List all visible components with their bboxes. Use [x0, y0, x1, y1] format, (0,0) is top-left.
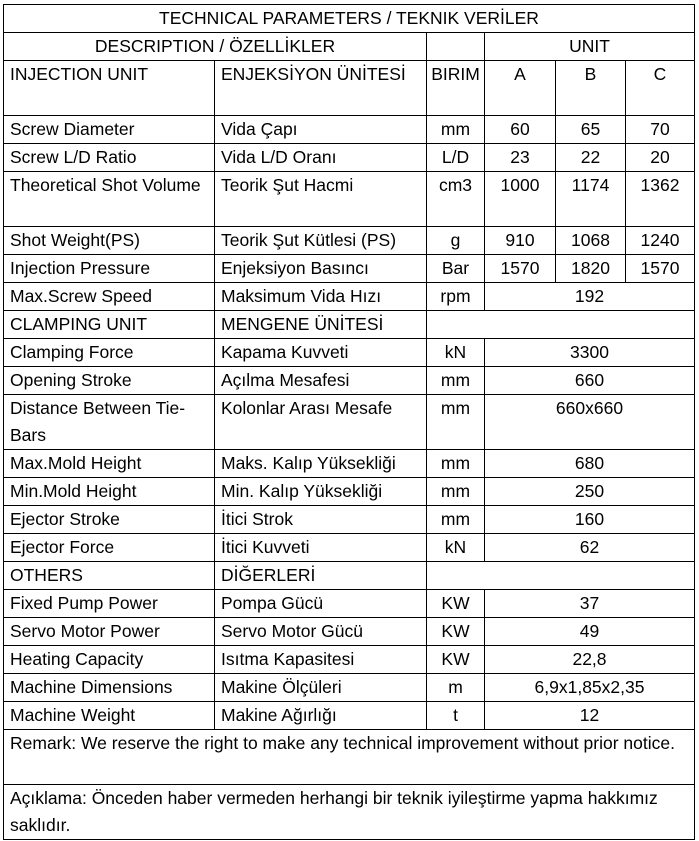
- value-all: 660x660: [485, 395, 695, 450]
- param-name-tr: Vida Çapı: [215, 116, 427, 144]
- value-all: 6,9x1,85x2,35: [485, 674, 695, 702]
- param-unit: rpm: [427, 283, 485, 311]
- param-unit: KW: [427, 590, 485, 618]
- param-name-en: Servo Motor Power: [4, 618, 215, 646]
- header-row: [4, 33, 695, 61]
- param-unit: Bar: [427, 255, 485, 283]
- value-all: 62: [485, 534, 695, 562]
- value-a: 23: [485, 144, 556, 172]
- param-name-en: Max.Mold Height: [4, 450, 215, 478]
- remark-row: [4, 730, 695, 785]
- value-b: 22: [556, 144, 626, 172]
- value-c: 1362: [626, 172, 695, 227]
- technical-parameters-table: [3, 4, 695, 840]
- value-b: 1820: [556, 255, 626, 283]
- variant-a-header: A: [485, 61, 556, 116]
- value-all: 3300: [485, 339, 695, 367]
- param-name-tr: Teorik Şut Hacmi: [215, 172, 427, 227]
- section-row-clamping: [4, 311, 695, 339]
- description-header: DESCRIPTION / ÖZELLİKLER: [4, 33, 427, 61]
- table-row: [4, 674, 695, 702]
- table-row: [4, 646, 695, 674]
- unit-header: UNIT: [485, 33, 695, 61]
- section-row-others: [4, 562, 695, 590]
- section-spacer: [427, 562, 695, 590]
- param-unit: L/D: [427, 144, 485, 172]
- variant-b-header: B: [556, 61, 626, 116]
- value-all: 192: [485, 283, 695, 311]
- param-unit: KW: [427, 646, 485, 674]
- param-unit: kN: [427, 339, 485, 367]
- param-name-tr: Enjeksiyon Basıncı: [215, 255, 427, 283]
- param-name-tr: Makine Ölçüleri: [215, 674, 427, 702]
- param-name-en: Distance Between Tie-Bars: [4, 395, 215, 450]
- table-row: [4, 172, 695, 227]
- header-spacer: [427, 33, 485, 61]
- table-row: [4, 144, 695, 172]
- param-name-en: Ejector Stroke: [4, 506, 215, 534]
- table-row: [4, 116, 695, 144]
- param-name-en: Theoretical Shot Volume: [4, 172, 215, 227]
- param-name-en: Min.Mold Height: [4, 478, 215, 506]
- param-unit: mm: [427, 116, 485, 144]
- table-row: [4, 339, 695, 367]
- param-unit: t: [427, 702, 485, 730]
- value-b: 1174: [556, 172, 626, 227]
- param-name-tr: Makine Ağırlığı: [215, 702, 427, 730]
- param-name-tr: İtici Strok: [215, 506, 427, 534]
- param-unit: KW: [427, 618, 485, 646]
- value-all: 660: [485, 367, 695, 395]
- param-name-en: Heating Capacity: [4, 646, 215, 674]
- param-name-tr: Isıtma Kapasitesi: [215, 646, 427, 674]
- section-spacer: [427, 311, 695, 339]
- value-all: 22,8: [485, 646, 695, 674]
- section-title-tr: ENJEKSİYON ÜNİTESİ: [215, 61, 427, 116]
- unit-column-header: BIRIM: [427, 61, 485, 116]
- param-name-tr: Kapama Kuvveti: [215, 339, 427, 367]
- table-row: [4, 702, 695, 730]
- param-unit: g: [427, 227, 485, 255]
- param-unit: mm: [427, 506, 485, 534]
- remark-turkish: Açıklama: Önceden haber vermeden herhangi bir teknik iyileştirme yapma hakkımız saklıdır.: [4, 785, 695, 840]
- param-name-tr: Maksimum Vida Hızı: [215, 283, 427, 311]
- param-name-en: Screw Diameter: [4, 116, 215, 144]
- param-name-tr: Pompa Gücü: [215, 590, 427, 618]
- param-name-tr: Maks. Kalıp Yüksekliği: [215, 450, 427, 478]
- param-name-tr: Vida L/D Oranı: [215, 144, 427, 172]
- table-row: [4, 450, 695, 478]
- param-unit: kN: [427, 534, 485, 562]
- param-name-en: Machine Dimensions: [4, 674, 215, 702]
- param-name-tr: İtici Kuvveti: [215, 534, 427, 562]
- param-unit: mm: [427, 450, 485, 478]
- param-name-en: Shot Weight(PS): [4, 227, 215, 255]
- table-row: [4, 367, 695, 395]
- param-name-tr: Servo Motor Gücü: [215, 618, 427, 646]
- param-unit: mm: [427, 367, 485, 395]
- table-row: [4, 255, 695, 283]
- value-c: 20: [626, 144, 695, 172]
- value-a: 910: [485, 227, 556, 255]
- table-row: [4, 506, 695, 534]
- param-name-en: Opening Stroke: [4, 367, 215, 395]
- table-row: [4, 395, 695, 450]
- value-all: 12: [485, 702, 695, 730]
- value-a: 1570: [485, 255, 556, 283]
- param-name-en: Injection Pressure: [4, 255, 215, 283]
- param-unit: m: [427, 674, 485, 702]
- param-name-tr: Teorik Şut Kütlesi (PS): [215, 227, 427, 255]
- param-name-tr: Kolonlar Arası Mesafe: [215, 395, 427, 450]
- section-title-tr: MENGENE ÜNİTESİ: [215, 311, 427, 339]
- section-title-en: OTHERS: [4, 562, 215, 590]
- table-row: [4, 618, 695, 646]
- variant-c-header: C: [626, 61, 695, 116]
- section-row-injection: [4, 61, 695, 116]
- param-name-en: Max.Screw Speed: [4, 283, 215, 311]
- param-unit: mm: [427, 478, 485, 506]
- table-row: [4, 283, 695, 311]
- table-row: [4, 590, 695, 618]
- value-all: 37: [485, 590, 695, 618]
- param-name-en: Machine Weight: [4, 702, 215, 730]
- value-b: 1068: [556, 227, 626, 255]
- param-name-tr: Açılma Mesafesi: [215, 367, 427, 395]
- param-name-en: Fixed Pump Power: [4, 590, 215, 618]
- param-name-en: Clamping Force: [4, 339, 215, 367]
- section-title-tr: DİĞERLERİ: [215, 562, 427, 590]
- section-title-en: CLAMPING UNIT: [4, 311, 215, 339]
- value-c: 70: [626, 116, 695, 144]
- value-all: 160: [485, 506, 695, 534]
- value-all: 49: [485, 618, 695, 646]
- param-name-tr: Min. Kalıp Yüksekliği: [215, 478, 427, 506]
- value-c: 1570: [626, 255, 695, 283]
- param-name-en: Screw L/D Ratio: [4, 144, 215, 172]
- title-row: [4, 5, 695, 33]
- value-a: 1000: [485, 172, 556, 227]
- value-b: 65: [556, 116, 626, 144]
- value-c: 1240: [626, 227, 695, 255]
- table-row: [4, 227, 695, 255]
- table-title: TECHNICAL PARAMETERS / TEKNIK VERİLER: [4, 5, 695, 33]
- value-a: 60: [485, 116, 556, 144]
- param-unit: cm3: [427, 172, 485, 227]
- remark-english: Remark: We reserve the right to make any technical improvement without prior notice.: [4, 730, 695, 785]
- value-all: 250: [485, 478, 695, 506]
- table-row: [4, 534, 695, 562]
- section-title-en: INJECTION UNIT: [4, 61, 215, 116]
- param-unit: mm: [427, 395, 485, 450]
- param-name-en: Ejector Force: [4, 534, 215, 562]
- table-row: [4, 478, 695, 506]
- value-all: 680: [485, 450, 695, 478]
- remark-row: [4, 785, 695, 840]
